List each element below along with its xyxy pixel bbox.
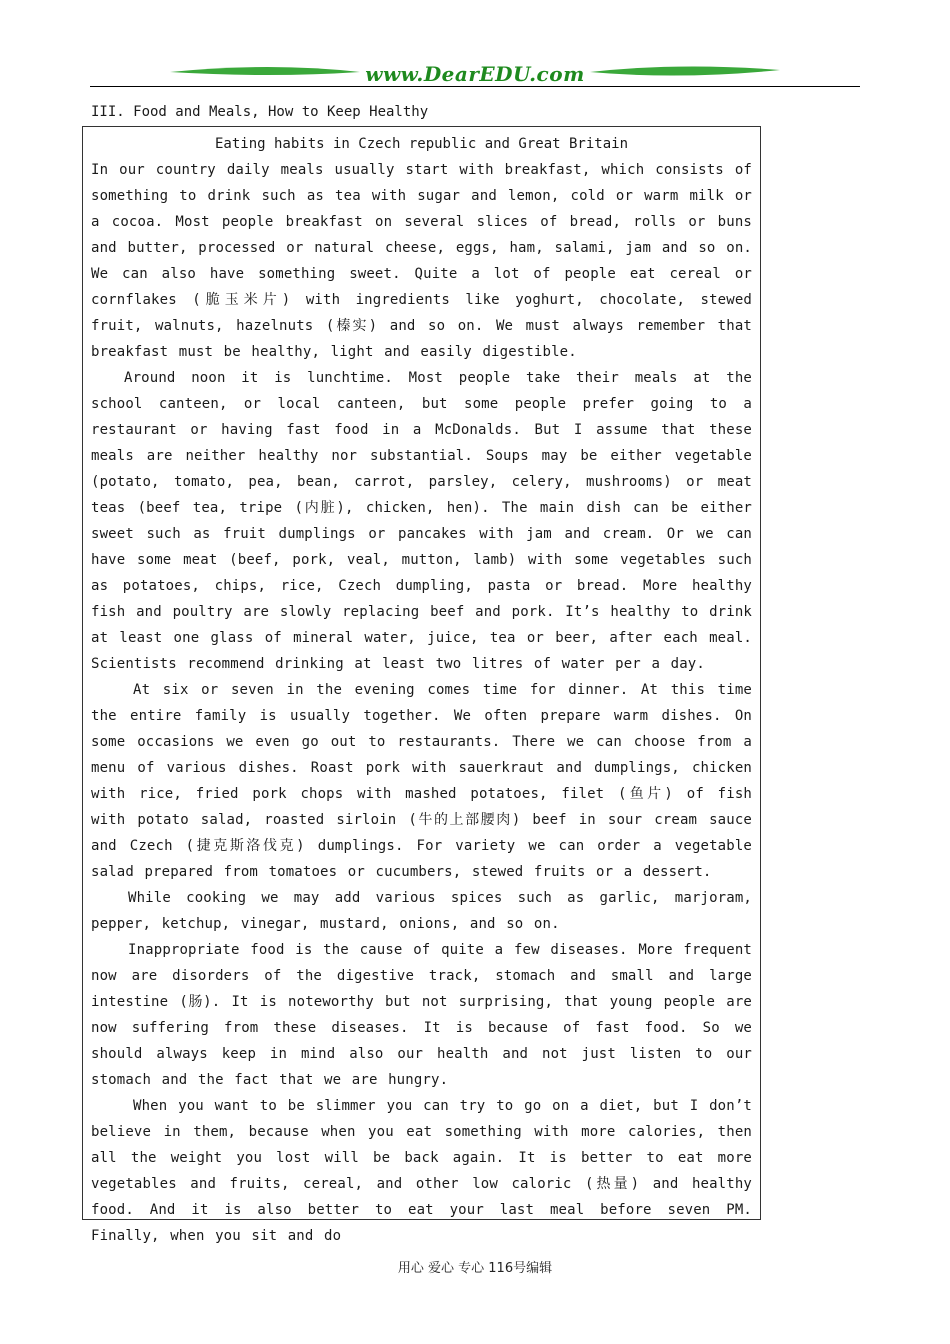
article-box bbox=[82, 126, 761, 1244]
paragraph-dinner: At six or seven in the evening comes time for dinner. At this time the entire family is usually together. We often prepare warm dishes. On some occasions we even go out to restaurants. There we can choose from a menu of various dishes. Roast pork with sauerkraut and dumplings, chicken with rice, fried pork chops with mashed potatoes, filet (鱼片) of fish with potato salad, roasted sirloin (牛的上部腰肉) beef in sour cream sauce and Czech (捷克斯洛伐克) dumplings. For variety we can order a vegetable salad prepared from tomatoes or cucumbers, stewed fruits or a dessert. bbox=[91, 682, 752, 880]
section-title: III. Food and Meals, How to Keep Healthy bbox=[91, 104, 429, 120]
paragraph-diet: When you want to be slimmer you can try to go on a diet, but I don’t believe in them, because when you eat something with more calories, then all the weight you lost will be back again. It is better to eat more vegetables and fruits, cereal, and other low caloric (热量) and healthy food. And it is also better to eat your last meal before seven PM. Finally, when you sit and do bbox=[91, 1098, 752, 1244]
paragraph-spices: While cooking we may add various spices such as garlic, marjoram, pepper, ketchup, vinegar, mustard, onions, and so on. bbox=[91, 890, 752, 932]
article-title: Eating habits in Czech republic and Great Britain bbox=[214, 136, 628, 152]
paragraph-lunch: Around noon it is lunchtime. Most people take their meals at the school canteen, or local canteen, but some people prefer going to a restaurant or having fast food in a McDonalds. But I assume that these meals are neither healthy nor substantial. Soups may be either vegetable (potato, tomato, pea, bean, carrot, parsley, celery, mushrooms) or meat teas (beef tea, tripe (内脏), chicken, hen). The main dish can be either sweet such as fruit dumplings or pancakes with jam and cream. Or we can have some meat (beef, pork, veal, mutton, lamb) with some vegetables such as potatoes, chips, rice, Czech dumpling, pasta or bread. More healthy fish and poultry are slowly replacing beef and pork. It’s healthy to drink at least one glass of mineral water, juice, tea or beer, after each meal. Scientists recommend drinking at least two litres of water per a day. bbox=[91, 370, 752, 672]
article-body bbox=[83, 157, 760, 1249]
site-logo[interactable]: www.DearEDU.com bbox=[365, 62, 585, 86]
paragraph-diseases: Inappropriate food is the cause of quite a few diseases. More frequent now are disorders of the digestive track, stomach and small and large intestine (肠). It is noteworthy but not surprising, that young people are now suffering from these diseases. It is because of fast food. So we should always keep in mind also our health and not just listen to our stomach and the fact that we are hungry. bbox=[91, 942, 752, 1088]
page-footer: 用心 爱心 专心 116号编辑 bbox=[397, 1261, 553, 1276]
header-rule bbox=[90, 86, 860, 87]
paragraph-breakfast: In our country daily meals usually start with breakfast, which consists of something to drink such as tea with sugar and lemon, cold or warm milk or a cocoa. Most people breakfast on several slices of bread, rolls or buns and butter, processed or natural cheese, eggs, ham, salami, jam and so on. We can also have something sweet. Quite a lot of people eat cereal or cornflakes (脆玉米片) with ingredients like yoghurt, chocolate, stewed fruit, walnuts, hazelnuts (榛实) and so on. We must always remember that breakfast must be healthy, light and easily digestible. bbox=[91, 162, 752, 360]
